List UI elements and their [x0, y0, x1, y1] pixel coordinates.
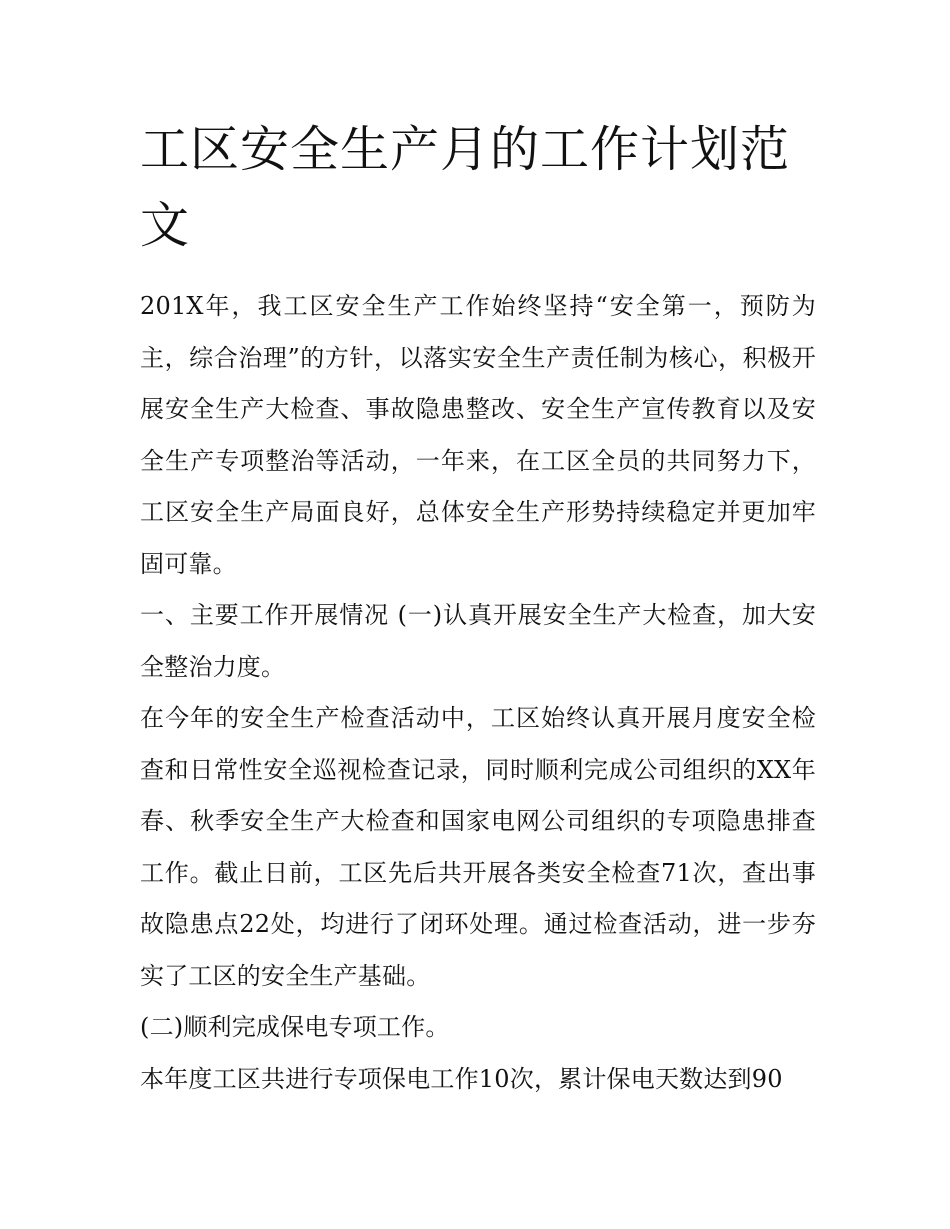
paragraph-power-protection: 本年度工区共进行专项保电工作10次，累计保电天数达到90 [140, 1064, 783, 1093]
paragraph-inspection: 在今年的安全生产检查活动中，工区始终认真开展月度安全检查和日常性安全巡视检查记录，同时顺利完成公司组织的XX年春、秋季安全生产大检查和国家电网公司组织的专项隐患排查工作。截止日前，工区先后共开展各类安全检查71次，查出事故隐患点22处，均进行了闭环处理。通过检查活动，进一步夯实了工区的安全生产基础。 [140, 704, 816, 990]
document-body [140, 281, 816, 1105]
paragraph-subheading: (二)顺利完成保电专项工作。 [140, 1013, 450, 1041]
document-title: 工区安全生产月的工作计划范文 [140, 121, 791, 254]
paragraph-intro: 201X年，我工区安全生产工作始终坚持“安全第一，预防为主，综合治理”的方针，以落实安全生产责任制为核心，积极开展安全生产大检查、事故隐患整改、安全生产宣传教育以及安全生产专项整治等活动，一年来，在工区全员的共同努力下，工区安全生产局面良好，总体安全生产形势持续稳定并更加牢固可靠。 [140, 292, 816, 578]
paragraph-section-heading: 一、主要工作开展情况 (一)认真开展安全生产大检查，加大安全整治力度。 [140, 601, 816, 681]
